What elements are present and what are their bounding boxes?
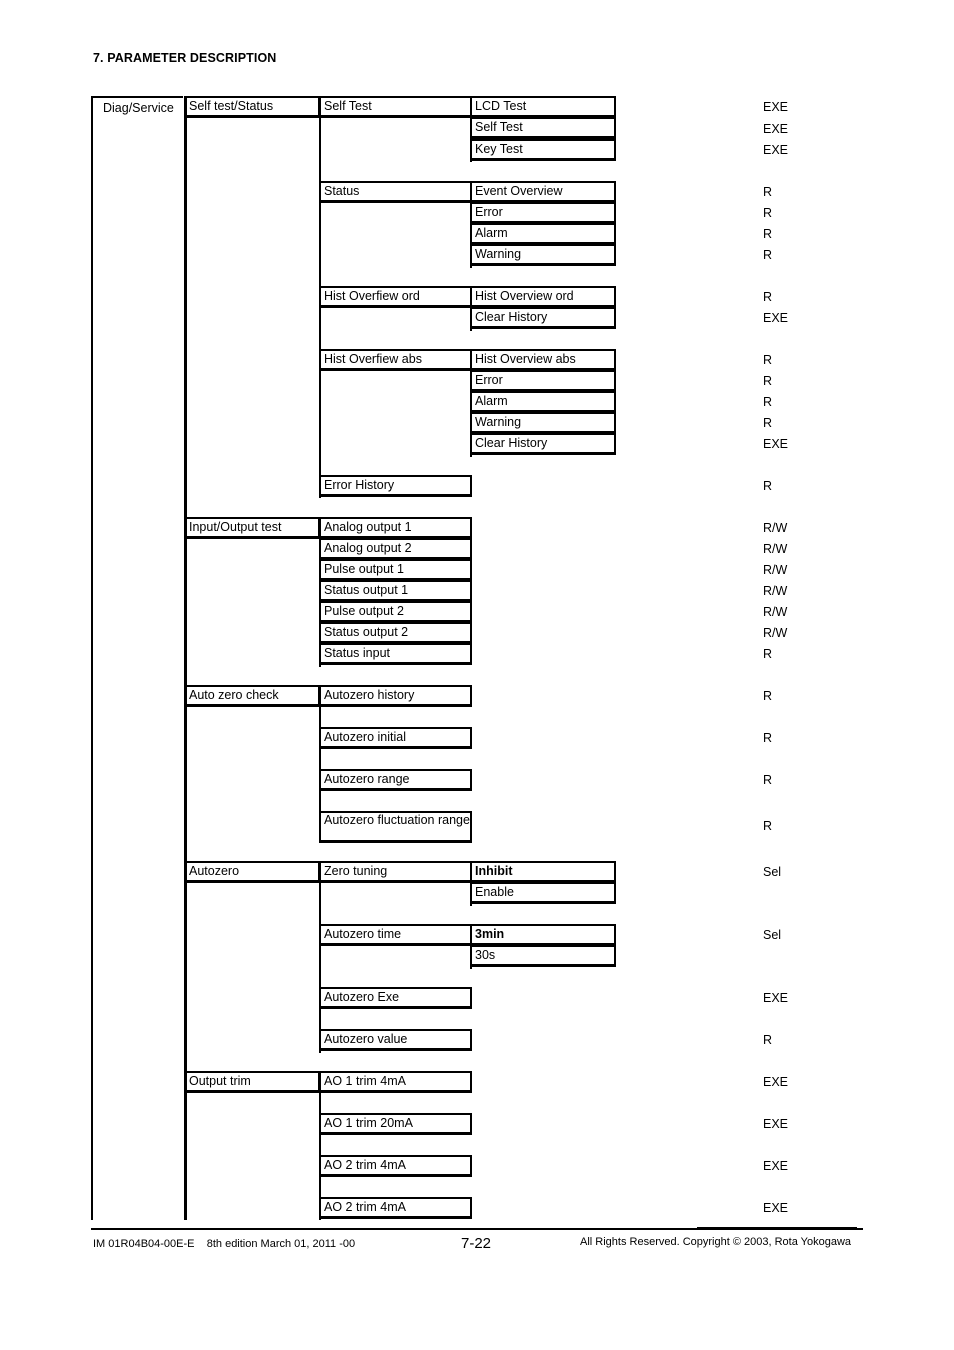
node-pulse-output-2: Pulse output 2 [319, 601, 472, 623]
root-node-box [91, 96, 183, 1220]
access-type: EXE [763, 991, 789, 1005]
root-node-label: Diag/Service [103, 101, 174, 115]
leaf-alarm: Alarm [470, 391, 616, 413]
access-type: R/W [763, 563, 788, 577]
access-type: Sel [763, 928, 782, 942]
node-status: Status [319, 181, 472, 203]
access-type: EXE [763, 311, 789, 325]
node-hist-overview-ord: Hist Overfiew ord [319, 286, 472, 308]
access-type: R/W [763, 521, 788, 535]
node-ao1-trim-20ma: AO 1 trim 20mA [319, 1113, 472, 1135]
leaf-30s: 30s [470, 945, 616, 967]
access-type: R [763, 185, 773, 199]
group-autozero: Autozero [184, 861, 320, 883]
access-type: R/W [763, 584, 788, 598]
leaf-warning: Warning [470, 412, 616, 434]
leaf-hist-overview-ord: Hist Overview ord [470, 286, 616, 308]
node-ao2-trim-4ma: AO 2 trim 4mA [319, 1155, 472, 1177]
node-status-output-1: Status output 1 [319, 580, 472, 602]
node-autozero-exe: Autozero Exe [319, 987, 472, 1009]
node-analog-output-2: Analog output 2 [319, 538, 472, 560]
access-type: EXE [763, 1159, 789, 1173]
access-type: R/W [763, 542, 788, 556]
access-type: EXE [763, 437, 789, 451]
access-type: EXE [763, 1201, 789, 1215]
leaf-error: Error [470, 370, 616, 392]
group-self-test-status: Self test/Status [184, 96, 320, 118]
access-type: R [763, 689, 773, 703]
access-type: EXE [763, 143, 789, 157]
node-ao2-trim-4ma: AO 2 trim 4mA [319, 1197, 472, 1219]
node-autozero-value: Autozero value [319, 1029, 472, 1051]
access-type: R [763, 773, 773, 787]
node-status-input: Status input [319, 643, 472, 665]
leaf-warning: Warning [470, 244, 616, 266]
node-self-test: Self Test [319, 96, 472, 118]
node-error-history: Error History [319, 475, 472, 497]
page-number: 7-22 [461, 1235, 492, 1252]
leaf-3min-default: 3min [470, 924, 616, 946]
node-ao1-trim-4ma: AO 1 trim 4mA [319, 1071, 472, 1093]
node-autozero-history: Autozero history [319, 685, 472, 707]
access-type: EXE [763, 100, 789, 114]
leaf-self-test: Self Test [470, 117, 616, 139]
leaf-alarm: Alarm [470, 223, 616, 245]
level3-connector [319, 861, 321, 1053]
leaf-enable: Enable [470, 882, 616, 904]
footer-divider-accent [697, 1227, 857, 1230]
node-hist-overview-abs: Hist Overfiew abs [319, 349, 472, 371]
access-type: R [763, 227, 773, 241]
node-autozero-fluctuation-range: Autozero fluctuation range [319, 811, 472, 843]
node-autozero-time: Autozero time [319, 924, 472, 946]
access-type: R [763, 731, 773, 745]
node-zero-tuning: Zero tuning [319, 861, 472, 883]
access-type: R [763, 819, 773, 833]
access-type: R/W [763, 605, 788, 619]
access-type: R [763, 479, 773, 493]
level2-connector [184, 96, 187, 1220]
access-type: R [763, 248, 773, 262]
node-pulse-output-1: Pulse output 1 [319, 559, 472, 581]
leaf-error: Error [470, 202, 616, 224]
access-type: R [763, 206, 773, 220]
access-type: R [763, 353, 773, 367]
group-input-output-test: Input/Output test [184, 517, 320, 539]
node-autozero-initial: Autozero initial [319, 727, 472, 749]
access-type: R/W [763, 626, 788, 640]
access-type: EXE [763, 1075, 789, 1089]
leaf-hist-overview-abs: Hist Overview abs [470, 349, 616, 371]
node-autozero-range: Autozero range [319, 769, 472, 791]
leaf-event-overview: Event Overview [470, 181, 616, 203]
section-header: 7. PARAMETER DESCRIPTION [93, 51, 277, 65]
access-type: R [763, 374, 773, 388]
footer-doc-id: IM 01R04B04-00E-E 8th edition March 01, 2011 -00 [93, 1238, 356, 1250]
access-type: R [763, 395, 773, 409]
node-analog-output-1: Analog output 1 [319, 517, 472, 539]
leaf-lcd-test: LCD Test [470, 96, 616, 118]
leaf-clear-history: Clear History [470, 307, 616, 329]
group-auto-zero-check: Auto zero check [184, 685, 320, 707]
access-type: Sel [763, 865, 782, 879]
leaf-clear-history: Clear History [470, 433, 616, 455]
node-spacer [319, 117, 472, 162]
group-output-trim: Output trim [184, 1071, 320, 1093]
footer-copyright: All Rights Reserved. Copyright © 2003, Rota Yokogawa [580, 1236, 852, 1248]
leaf-key-test: Key Test [470, 139, 616, 161]
access-type: EXE [763, 122, 789, 136]
access-type: R [763, 1033, 773, 1047]
access-type: R [763, 290, 773, 304]
node-status-output-2: Status output 2 [319, 622, 472, 644]
access-type: R [763, 416, 773, 430]
leaf-inhibit-default: Inhibit [470, 861, 616, 883]
access-type: R [763, 647, 773, 661]
access-type: EXE [763, 1117, 789, 1131]
